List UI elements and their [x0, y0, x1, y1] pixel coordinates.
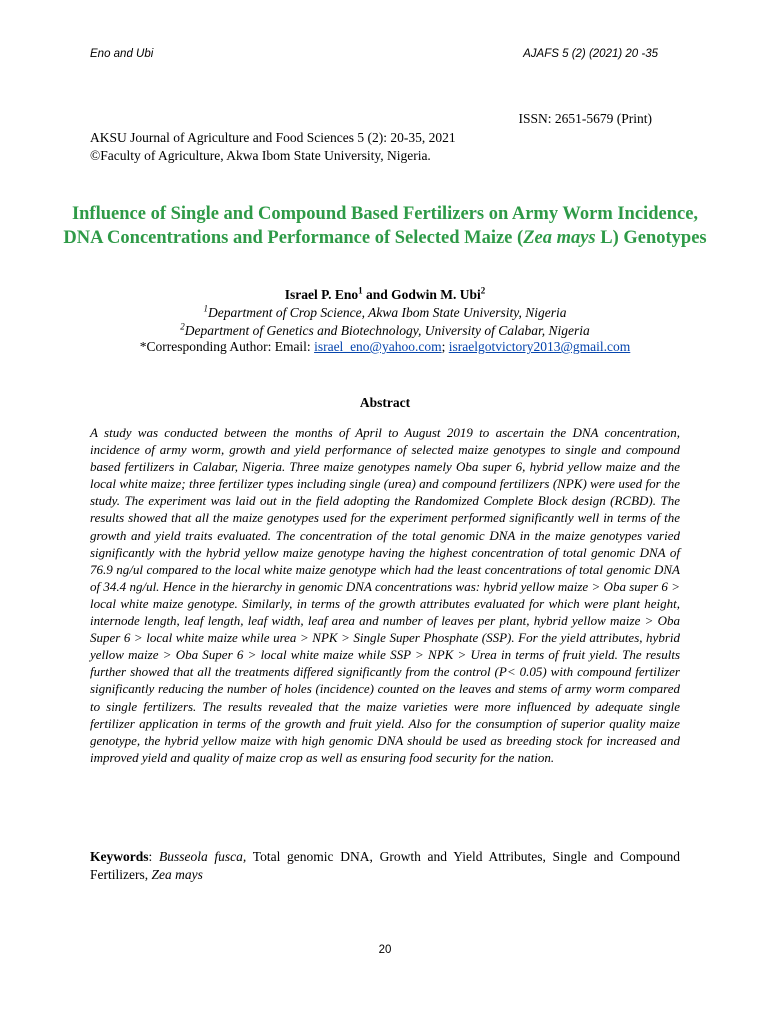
keywords [90, 848, 680, 884]
running-head-citation: AJAFS 5 (2) (2021) 20 -35 [523, 48, 658, 60]
affiliation-2-mark: 2 [180, 321, 185, 331]
issn-line: ISSN: 2651-5679 (Print) [518, 111, 652, 126]
author-1-affil-mark: 1 [358, 285, 363, 296]
paper-title [60, 203, 710, 250]
authors [0, 287, 770, 303]
corresponding-author [0, 339, 770, 355]
email-link-2[interactable]: israelgotvictory2013@gmail.com [448, 339, 631, 354]
title-part-1: Influence of Single and Compound Based Fertilizers on Army Worm Incidence, DNA Concentrations and Performance of Selected Maize ( [63, 204, 699, 248]
abstract-heading: Abstract [359, 395, 411, 410]
affiliation-1 [0, 304, 770, 322]
author-1: Israel P. Eno [284, 287, 359, 302]
title-part-2: L) Genotypes [595, 227, 707, 248]
author-connector: and [362, 287, 392, 302]
keyword-species-2: Zea mays [151, 867, 203, 882]
affiliations [0, 304, 770, 339]
keywords-label: Keywords [90, 849, 149, 864]
running-head [90, 48, 658, 60]
keywords-colon: : [148, 849, 159, 864]
journal-info [90, 129, 456, 165]
email-link-1[interactable]: israel_eno@yahoo.com [314, 339, 442, 354]
corresponding-prefix: *Corresponding Author: Email: [139, 339, 315, 354]
affiliation-2 [0, 322, 770, 340]
title-species: Zea mays [523, 227, 596, 248]
keyword-species-1: Busseola fusca, [158, 849, 247, 864]
email-separator: ; [441, 339, 449, 354]
affiliation-1-text: Department of Crop Science, Akwa Ibom State University, Nigeria [208, 305, 567, 320]
running-head-authors: Eno and Ubi [90, 48, 154, 60]
affiliation-2-text: Department of Genetics and Biotechnology, University of Calabar, Nigeria [184, 322, 590, 338]
page-number: 20 [378, 944, 392, 956]
author-2-affil-mark: 2 [480, 285, 486, 296]
affiliation-1-mark: 1 [203, 303, 209, 314]
faculty-copyright: ©Faculty of Agriculture, Akwa Ibom State University, Nigeria. [90, 148, 431, 163]
keywords-rest: Total genomic DNA, Growth and Yield Attributes, Single and Compound Fertilizers, [90, 849, 680, 882]
abstract-body: A study was conducted between the months of April to August 2019 to ascertain the DNA concentration, incidence of army worm, growth and yield performance of selected maize genotypes to single and compound based fertilizers in Calabar, Nigeria. Three maize genotypes namely Oba super 6, hybrid yellow maize and the local white maize; three fertilizer types including single (urea) and compound fertilizers (NPK) were used for the study. The experiment was laid out in the field adopting the Randomized Complete Block design (RCBD). The results showed that all the maize genotypes used for the experiment performed significantly well in terms of the growth and yield traits evaluated. The concentration of the total genomic DNA in the maize genotypes varied significantly with the hybrid yellow maize genotype having the highest concentration of total genomic DNA of 76.9 ng/ul compared to the local white maize genotype which had the least concentrations of total genomic DNA of 34.4 ng/ul. Hence in the hierarchy in genomic DNA concentrations was: hybrid yellow maize > Oba super 6 > local white maize genotype. Similarly, in terms of the growth attributes evaluated for which were plant height, internode length, leaf length, leaf width, leaf area and number of leaves per plant, hybrid yellow maize > Oba Super 6 > local white maize while urea > NPK > Single Super Phosphate (SSP). For the yield attributes, hybrid yellow maize > Oba Super 6 > local white maize while SSP > NPK > Urea in terms of fruit yield. The results further showed that all the treatments differed significantly from the control (P< 0.05) with compound fertilizer significantly reducing the number of holes (incidence) counted on the leaves and stems of army worm compared to single fertilizers. The results revealed that the maize varieties were more influenced by adequate single fertilizer application in terms of the growth and fruit yield. Also for the consumption of superior quality maize genotype, the hybrid yellow maize with high genomic DNA should be used as breeding stock for increased and improved yield and quality of maize crop as well as ensuring food security for the nation. [90, 425, 680, 765]
journal-citation: AKSU Journal of Agriculture and Food Sciences 5 (2): 20-35, 2021 [90, 130, 456, 145]
author-2: Godwin M. Ubi [391, 287, 481, 302]
